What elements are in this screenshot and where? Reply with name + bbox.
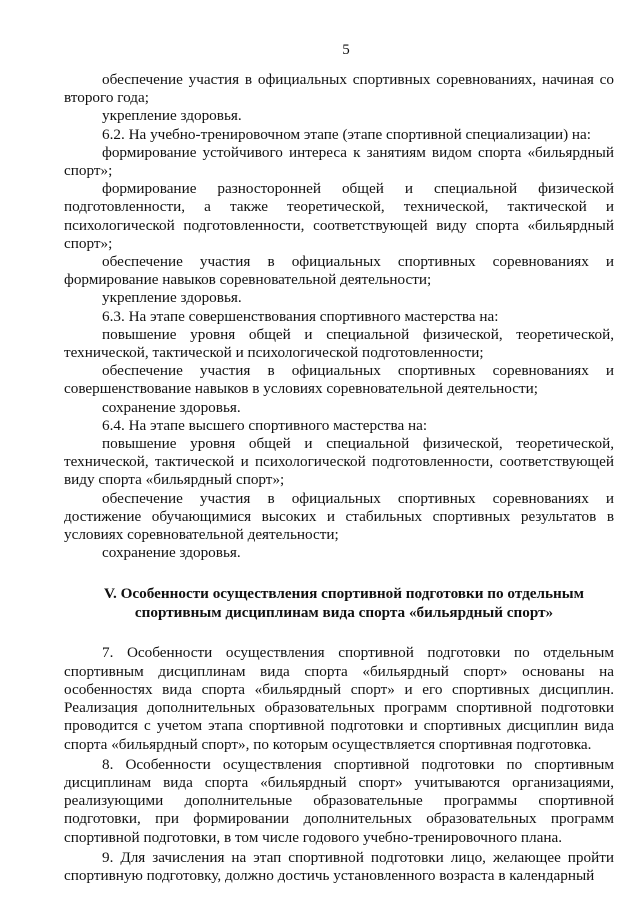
paragraph: укрепление здоровья. (102, 107, 242, 125)
paragraph: формирование разносторонней общей и специальной физической подготовленности, а также теоретической, технической, тактической и психологической подготовленности, соответствующей виду спорта «бильярдный спорт»; (64, 180, 614, 252)
paragraph: повышение уровня общей и специальной физической, теоретической, технической, тактической и психологической подготовленности, соответствующей виду спорта «бильярдный спорт»; (64, 435, 614, 489)
paragraph-7: 7. Особенности осуществления спортивной подготовки по отдельным спортивным дисциплинам вида спорта «бильярдный спорт» основаны на особенностях вида спорта «бильярдный спорт» и его спортивных дисциплин. Реализация дополнительных образовательных программ спортивной подготовки проводится с учетом этапа спортивной подготовки и спортивных дисциплин вида спорта «бильярдный спорт», по которым осуществляется спортивная подготовка. (64, 644, 614, 753)
stage-heading-6-4: 6.4. На этапе высшего спортивного мастерства на: (102, 416, 428, 434)
paragraph: повышение уровня общей и специальной физической, теоретической, технической, тактической и психологической подготовленности; (64, 325, 614, 362)
paragraph: обеспечение участия в официальных спортивных соревнованиях и совершенствование навыков в условиях соревновательной деятельности; (64, 362, 614, 398)
paragraph-8: 8. Особенности осуществления спортивной подготовки по спортивным дисциплинам вида спорта «бильярдный спорт» учитываются организациями, реализующими дополнительные образовательные программы спортивной подготовки, при формировании дополнительных образовательных программ спортивной подготовки, в том числе годового учебно-тренировочного плана. (64, 755, 614, 846)
paragraph: укрепление здоровья. (102, 289, 242, 307)
paragraph: сохранение здоровья. (102, 544, 241, 562)
section-heading-line: V. Особенности осуществления спортивной подготовки по отдельным (103, 585, 585, 603)
paragraph-9: 9. Для зачисления на этап спортивной подготовки лицо, желающее пройти спортивную подготовку, должно достичь установленного возраста в календарный (64, 848, 614, 884)
page-number: 5 (342, 42, 350, 58)
section-heading (64, 584, 614, 622)
goals-list (64, 71, 614, 562)
paragraph: обеспечение участия в официальных спортивных соревнованиях и достижение обучающимися высоких и стабильных спортивных результатов в условиях соревновательной деятельности; (64, 489, 614, 544)
paragraph: сохранение здоровья. (102, 398, 241, 416)
section-heading-line: спортивным дисциплинам вида спорта «бильярдный спорт» (134, 604, 554, 622)
stage-heading-6-3: 6.3. На этапе совершенствования спортивного мастерства на: (102, 307, 499, 325)
section-body (64, 644, 614, 885)
paragraph: формирование устойчивого интереса к занятиям видом спорта «бильярдный спорт»; (64, 143, 614, 180)
stage-heading-6-2: 6.2. На учебно-тренировочном этапе (этапе спортивной специализации) на: (102, 125, 592, 143)
paragraph: обеспечение участия в официальных спортивных соревнованиях и формирование навыков соревновательной деятельности; (64, 253, 614, 289)
paragraph: обеспечение участия в официальных спортивных соревнованиях, начиная со второго года; (64, 71, 614, 107)
